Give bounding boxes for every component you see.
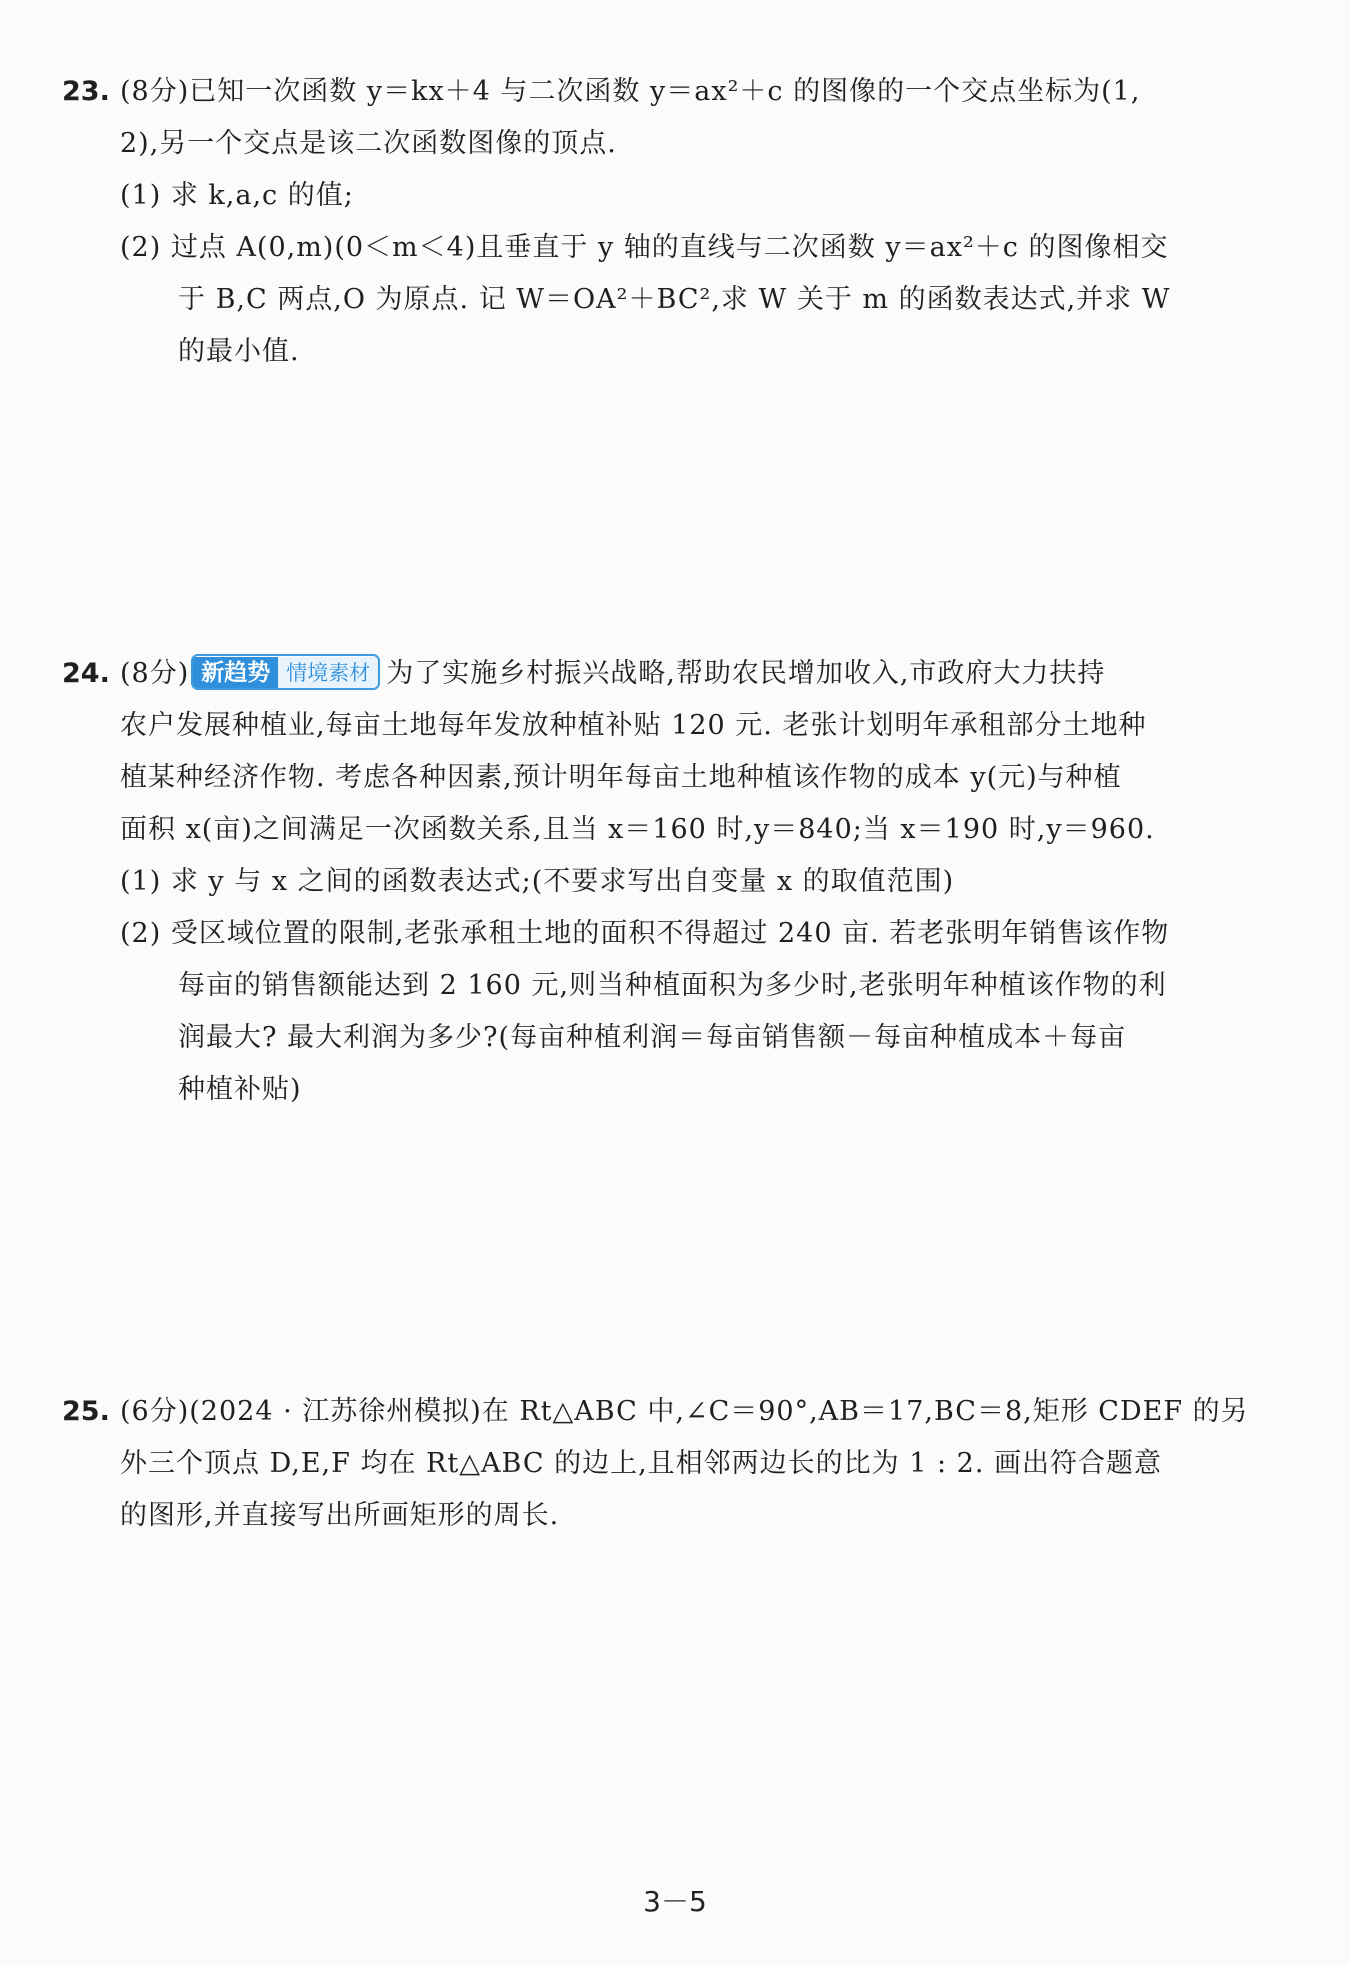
problem-text: (2) 过点 A(0,m)(0＜m＜4)且垂直于 y 轴的直线与二次函数 y＝ax²＋c 的图像相交 [120, 232, 1169, 263]
problem-text: (2) 受区域位置的限制,老张承租土地的面积不得超过 240 亩. 若老张明年销售该作物 [120, 918, 1170, 949]
problem-text: 农户发展种植业,每亩土地每年发放种植补贴 120 元. 老张计划明年承租部分土地种 [120, 710, 1147, 741]
problem-text: 的图形,并直接写出所画矩形的周长. [120, 1500, 560, 1531]
problem-text: (1) 求 y 与 x 之间的函数表达式;(不要求写出自变量 x 的取值范围) [120, 866, 955, 897]
badge-main-label: 新趋势 [193, 657, 278, 689]
problem-text: 植某种经济作物. 考虑各种因素,预计明年每亩土地种植该作物的成本 y(元)与种植 [120, 762, 1122, 793]
problem-line [62, 648, 1292, 700]
badge-sub-label: 情境素材 [278, 657, 378, 689]
trend-badge [191, 654, 380, 690]
problem-line [62, 700, 1292, 752]
problem-number: 23. [62, 76, 110, 107]
problem-text: 外三个顶点 D,E,F 均在 Rt△ABC 的边上,且相邻两边长的比为 1 : 2. 画出符合题意 [120, 1448, 1163, 1479]
problem-text: 的最小值. [178, 336, 300, 367]
problem-text: (1) 求 k,a,c 的值; [120, 180, 354, 211]
problem-text: 润最大? 最大利润为多少?(每亩种植利润＝每亩销售额－每亩种植成本＋每亩 [178, 1022, 1127, 1053]
problem-line [62, 66, 1292, 118]
problem-line [62, 752, 1292, 804]
problem-line [62, 1064, 1292, 1116]
sub-question-1 [62, 856, 1292, 908]
problem-text: (8分)已知一次函数 y＝kx＋4 与二次函数 y＝ax²＋c 的图像的一个交点坐标为(1, [120, 76, 1141, 107]
sub-question-2 [62, 222, 1292, 274]
problem-23 [62, 66, 1292, 378]
problem-line [62, 1490, 1292, 1542]
problem-score: (8分) [120, 658, 190, 689]
problem-text: (6分)(2024 · 江苏徐州模拟)在 Rt△ABC 中,∠C＝90°,AB＝17,BC＝8,矩形 CDEF 的另 [120, 1396, 1249, 1427]
problem-number: 24. [62, 658, 110, 689]
problem-line [62, 1012, 1292, 1064]
problem-line [62, 1438, 1292, 1490]
problem-line [62, 804, 1292, 856]
problem-number: 25. [62, 1396, 110, 1427]
problem-text: 面积 x(亩)之间满足一次函数关系,且当 x＝160 时,y＝840;当 x＝190 时,y＝960. [120, 814, 1155, 845]
page-number: 3－5 [643, 1885, 707, 1918]
problem-25 [62, 1386, 1292, 1542]
sub-question-2 [62, 908, 1292, 960]
sub-question-1 [62, 170, 1292, 222]
problem-line [62, 326, 1292, 378]
problem-line [62, 274, 1292, 326]
problem-text: 2),另一个交点是该二次函数图像的顶点. [120, 128, 617, 159]
problem-text: 每亩的销售额能达到 2 160 元,则当种植面积为多少时,老张明年种植该作物的利 [178, 970, 1167, 1001]
problem-24 [62, 648, 1292, 1116]
problem-line [62, 1386, 1292, 1438]
problem-text: 种植补贴) [178, 1074, 302, 1105]
problem-line [62, 118, 1292, 170]
problem-text: 为了实施乡村振兴战略,帮助农民增加收入,市政府大力扶持 [386, 658, 1106, 689]
problem-text: 于 B,C 两点,O 为原点. 记 W＝OA²＋BC²,求 W 关于 m 的函数表达式,并求 W [178, 284, 1171, 315]
problem-line [62, 960, 1292, 1012]
